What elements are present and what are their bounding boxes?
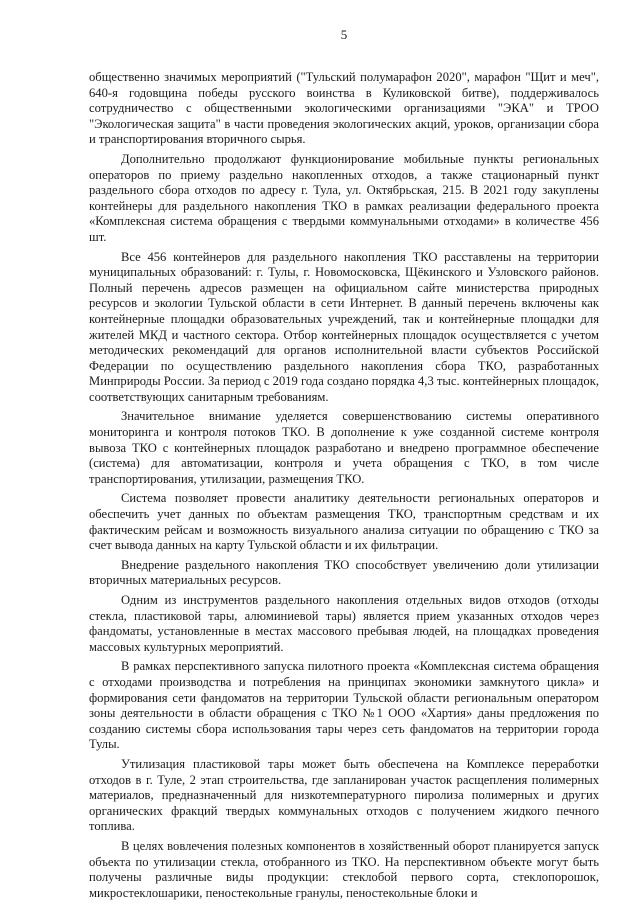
paragraph: Одним из инструментов раздельного накопления отдельных видов отходов (отходы стекла, пластиковой тары, алюминиевой тары) является прием указанных отходов через фандоматы, установленные в местах массового пребывая людей, на площадках проведения массовых культурных мероприятий. [89, 593, 599, 654]
paragraph-continued: общественно значимых мероприятий ("Тульский полумарафон 2020", марафон "Щит и меч", 640-я годовщина победы русского воинства в Куликовской битве), поддерживалось сотрудничество с общественными экологическими организациями "ЭКА" и ТРОО "Экологическая защита" в части проведения экологических акций, уроков, организации сбора и транспортирования вторичного сырья. [89, 70, 599, 147]
page-number: 5 [340, 27, 348, 42]
paragraph: Утилизация пластиковой тары может быть обеспечена на Комплексе переработки отходов в г. Туле, 2 этап строительства, где запланирован участок расщепления полимерных материалов, предназначенный для низкотемпературного пиролиза полимерных и других органических фракций твердых коммунальных отходов с получением жидкого печного топлива. [89, 756, 599, 834]
paragraph: Дополнительно продолжают функционирование мобильные пункты региональных операторов по приему раздельно накопленных отходов, а также стационарный пункт раздельного сбора отходов по адресу г. Тула, ул. Октябрьская, 215. В 2021 году закуплены контейнеры для раздельного накопления ТКО в рамках реализации федерального проекта «Комплексная система обращения с твердыми коммунальными отходами» в количестве 456 шт. [89, 151, 599, 244]
body-text [89, 70, 599, 901]
paragraph: Система позволяет провести аналитику деятельности региональных операторов и обеспечить учет данных по объектам размещения ТКО, транспортным средствам и их фактическим рейсам и возможность визуального анализа ситуации по обращению с ТКО за счет вывода данных на карту Тульской области и их фильтрации. [89, 491, 599, 553]
paragraph: Значительное внимание уделяется совершенствованию системы оперативного мониторинга и контроля потоков ТКО. В дополнение к уже созданной системе контроля вывоза ТКО с контейнерных площадок разработано и внедрено программное обеспечение (система) для автоматизации, контроля и учета обращения с ТКО, в том числе транспортирования, утилизации, размещения ТКО. [89, 409, 599, 486]
paragraph: Внедрение раздельного накопления ТКО способствует увеличению доли утилизации вторичных материальных ресурсов. [89, 557, 599, 588]
paragraph: В целях вовлечения полезных компонентов в хозяйственный оборот планируется запуск объекта по утилизации стекла, отобранного из ТКО. На перспективном объекте могут быть получены различные виды продукции: стеклобой первого сорта, стеклопорошок, микростеклошарики, пеностекольные гранулы, пеностекольные блоки и [89, 838, 599, 900]
paragraph: В рамках перспективного запуска пилотного проекта «Комплексная система обращения с отходами производства и потребления на принципах экономики замкнутого цикла» и формирования сети фандоматов на территории Тульской области региональным оператором зоны деятельности в области обращения с ТКО №1 ООО «Хартия» даны предложения по созданию системы сбора использования тары через сеть фандоматов на территории города Тулы. [89, 659, 599, 752]
paragraph: Все 456 контейнеров для раздельного накопления ТКО расставлены на территории муниципальных образований: г. Тулы, г. Новомосковска, Щёкинского и Узловского районов. Полный перечень адресов размещен на официальном сайте министерства природных ресурсов и экологии Тульской области в сети Интернет. В данный перечень включены как контейнерные площадки образовательных учреждений, так и контейнерные площадки для жителей МКД и частного сектора. Отбор контейнерных площадок осуществляется с учетом методических рекомендаций для органов исполнительной власти субъектов Российской Федерации по осуществлению раздельного накопления сбора ТКО, разработанных Минприроды России. За период с 2019 года создано порядка 4,3 тыс. контейнерных площадок, соответствующих санитарным требованиям. [89, 249, 599, 404]
